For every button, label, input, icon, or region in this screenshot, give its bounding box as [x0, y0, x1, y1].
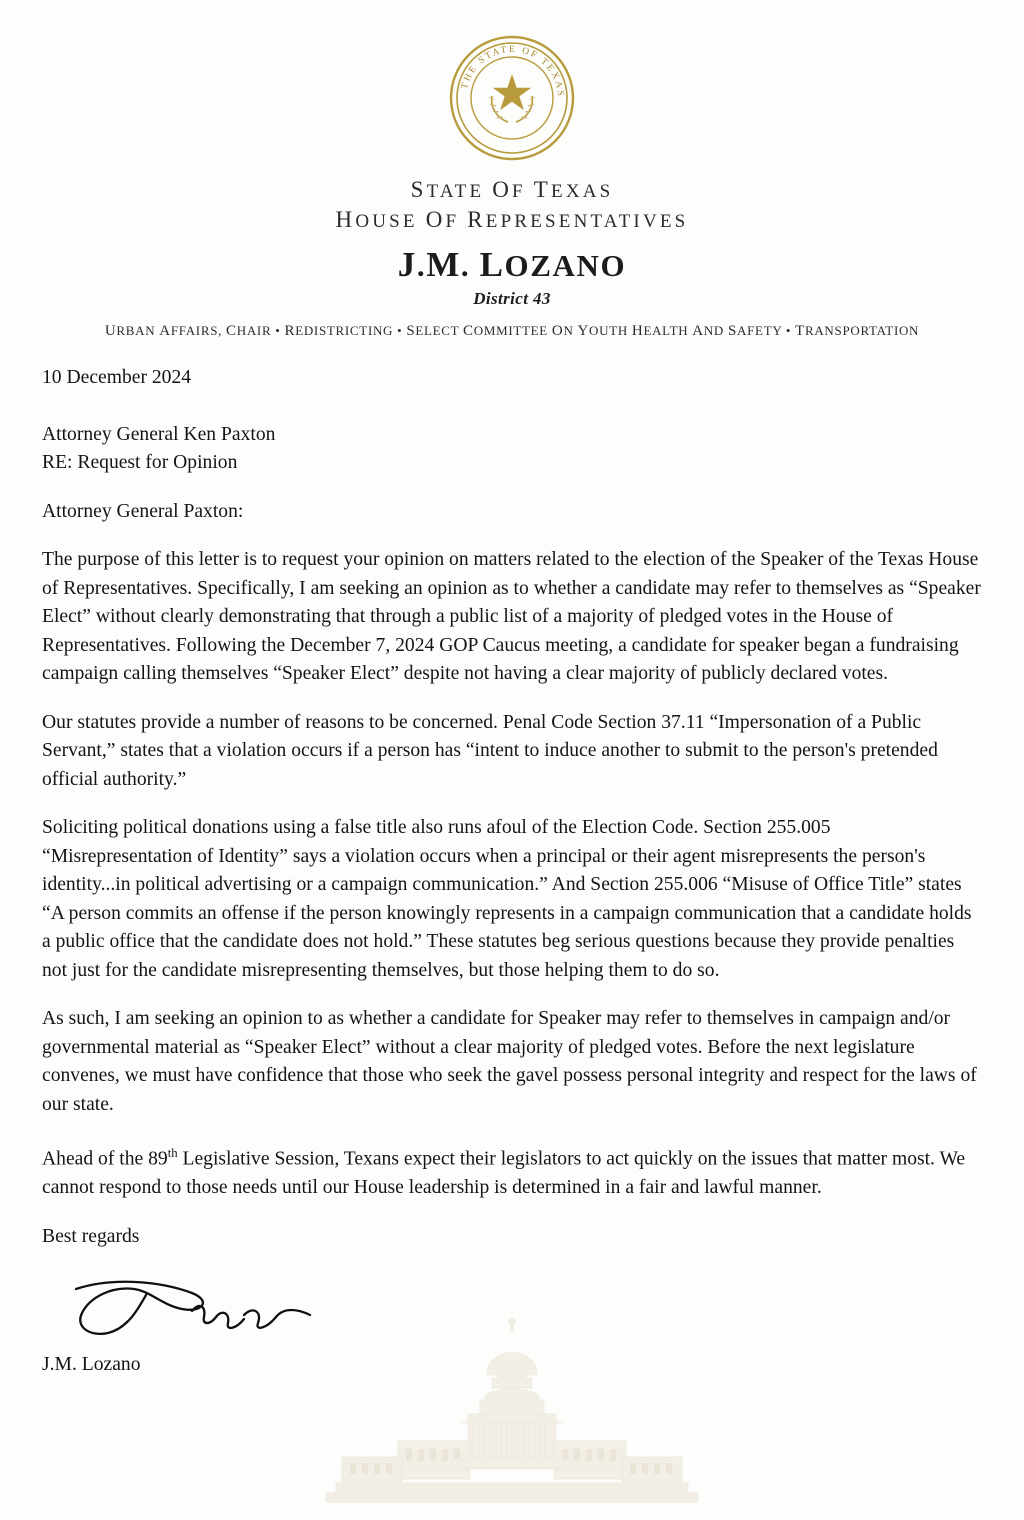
letterhead [0, 0, 1024, 340]
paragraph-5 [42, 1139, 982, 1203]
svg-text:THE STATE OF TEXAS: THE STATE OF TEXAS [459, 44, 566, 99]
letterhead-district: District 43 [473, 289, 551, 308]
texas-state-seal-icon [448, 34, 576, 162]
paragraph-5-before: Ahead of the 89 [42, 1148, 168, 1170]
letter-subject: RE: Request for Opinion [42, 452, 238, 473]
handwritten-signature [42, 1271, 982, 1349]
recipient-name: Attorney General Ken Paxton [42, 423, 276, 445]
salutation: Attorney General Paxton: [42, 500, 244, 522]
letterhead-member-name: J.M. LOZANO [397, 245, 627, 284]
recipient-block [42, 421, 982, 478]
paragraph-1: The purpose of this letter is to request your opinion on matters related to the election of the Speaker of the Texas House of Representatives. Specifically, I am seeking an opinion as to whether a candidate may refer to themselves as “Speaker Elect” without clearly demonstrating that through a public list of a majority of pledged votes in the House of Representatives. Following the December 7, 2024 GOP Caucus meeting, a candidate for speaker began a fundraising campaign calling themselves “Speaker Elect” despite not having a clear majority of publicly declared votes. [42, 549, 981, 684]
paragraph-2: Our statutes provide a number of reasons to be concerned. Penal Code Section 37.11 “Impersonation of a Public Servant,” states that a violation occurs if a person has “intent to induce another to submit to the person's pretended official authority.” [42, 711, 938, 790]
letterhead-state-line: STATE OF TEXAS [410, 177, 614, 202]
closing: Best regards [42, 1225, 140, 1247]
letterhead-committees: URBAN AFFAIRS, CHAIR • REDISTRICTING • SELECT COMMITTEE ON YOUTH HEALTH AND SAFETY • TRANSPORTATION [104, 323, 920, 339]
letterhead-chamber-line: HOUSE OF REPRESENTATIVES [335, 207, 689, 232]
paragraph-5-after: Legislative Session, Texans expect their legislators to act quickly on the issues that matter most. We cannot respond to those needs until our House leadership is determined in a fair and lawful manner. [42, 1148, 966, 1199]
letter-date: 10 December 2024 [42, 367, 192, 388]
letter-body [42, 364, 982, 1380]
paragraph-4: As such, I am seeking an opinion to as whether a candidate for Speaker may refer to themselves in campaign and/or governmental material as “Speaker Elect” without a clear majority of pledged votes. Before the next legislature convenes, we must have confidence that those who seek the gavel possess personal integrity and respect for the laws of our state. [42, 1008, 977, 1115]
ordinal-suffix: th [167, 1146, 178, 1160]
paragraph-3: Soliciting political donations using a false title also runs afoul of the Election Code. Section 255.005 “Misrepresentation of Identity” says a violation occurs when a principal or their agent misrepresents the person's identity...in political advertising or a campaign communication.” And Section 255.006 “Misuse of Office Title” states “A person commits an offense if the person knowingly represents in a campaign communication that a candidate holds a public office that the candidate does not hold.” These statutes beg serious questions because they provide penalties not just for the candidate misrepresenting themselves, but those helping them to do so. [42, 817, 972, 981]
signer-name: J.M. Lozano [42, 1354, 141, 1376]
